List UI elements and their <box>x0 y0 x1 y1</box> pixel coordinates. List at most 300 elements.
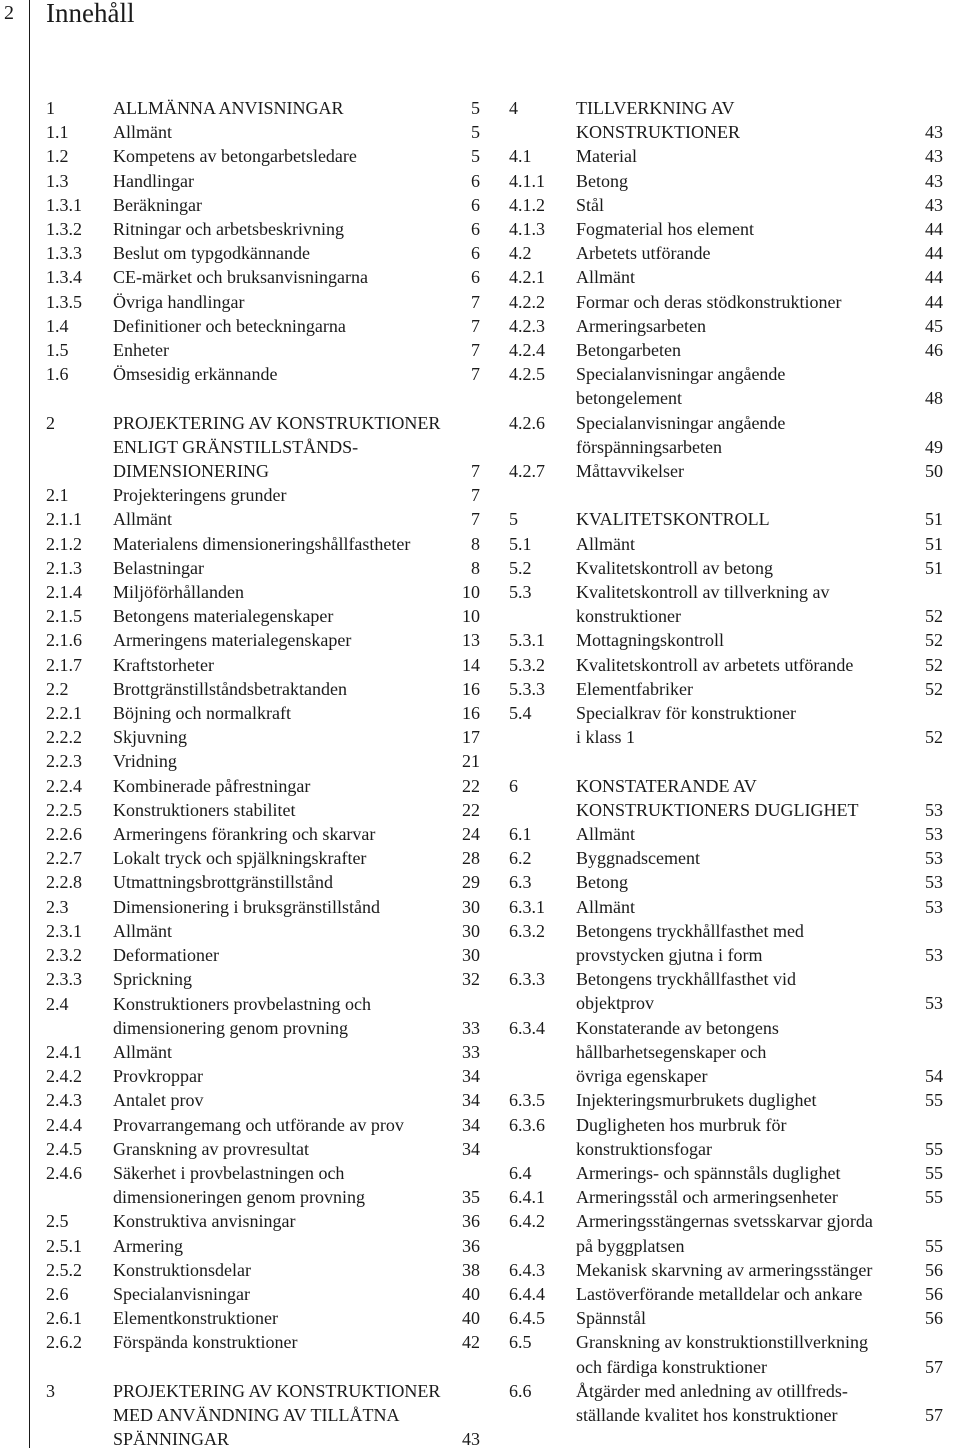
toc-entry-number: 4.1.2 <box>509 194 545 215</box>
toc-entry-title: Granskning av provresultat <box>113 1138 309 1159</box>
toc-entry-number: 2.3.1 <box>46 920 82 941</box>
toc-entry-title: Armerings- och spännståls duglighet <box>576 1162 841 1183</box>
toc-entry-number: 6.4.3 <box>509 1259 545 1280</box>
toc-entry-number: 2.3.2 <box>46 945 82 966</box>
toc-entry[interactable] <box>46 290 480 314</box>
section-gap <box>46 1355 480 1379</box>
toc-entry-number: 2.6.2 <box>46 1332 82 1353</box>
toc-entry-title: dimensioneringen genom provning <box>113 1187 365 1208</box>
toc-entry[interactable] <box>46 677 480 701</box>
toc-entry[interactable] <box>46 1258 480 1282</box>
toc-entry-page: 7 <box>471 461 480 482</box>
toc-entry[interactable] <box>509 1330 943 1378</box>
toc-entry-number: 5.3.2 <box>509 654 545 675</box>
toc-entry-number: 6.2 <box>509 848 532 869</box>
toc-entry-page: 17 <box>462 727 480 748</box>
toc-entry-number: 1.6 <box>46 364 69 385</box>
toc-entry-title: Allmänt <box>113 122 172 143</box>
toc-entry-title: Fogmaterial hos element <box>576 219 754 240</box>
toc-entry-page: 57 <box>925 1404 943 1425</box>
toc-entry-title: Lastöverförande metalldelar och ankare <box>576 1283 863 1304</box>
toc-entry-title: Elementfabriker <box>576 678 693 699</box>
toc-entry-page: 40 <box>462 1308 480 1329</box>
toc-entry-number: 2.2 <box>46 678 69 699</box>
toc-entry[interactable] <box>509 774 943 822</box>
toc-entry[interactable] <box>509 241 943 265</box>
toc-entry[interactable] <box>509 314 943 338</box>
toc-entry-title: Formar och deras stödkonstruktioner <box>576 291 842 312</box>
toc-entry-page: 8 <box>471 557 480 578</box>
toc-entry-number: 6.5 <box>509 1332 532 1353</box>
toc-entry-title: provstycken gjutna i form <box>576 945 763 966</box>
toc-entry-number: 4.2.1 <box>509 267 545 288</box>
toc-entry-number: 2.6.1 <box>46 1308 82 1329</box>
toc-entry[interactable] <box>46 798 480 822</box>
toc-right-column <box>509 96 943 1427</box>
toc-entry-number: 6.3.4 <box>509 1017 545 1038</box>
toc-entry[interactable] <box>46 604 480 628</box>
toc-entry[interactable] <box>509 265 943 289</box>
toc-entry-number: 2.2.2 <box>46 727 82 748</box>
toc-entry-title: konstruktionsfogar <box>576 1138 712 1159</box>
toc-entry-number: 5.3.3 <box>509 678 545 699</box>
toc-entry-title: Miljöförhållanden <box>113 582 244 603</box>
toc-entry-page: 46 <box>925 340 943 361</box>
toc-entry-page: 28 <box>462 848 480 869</box>
toc-entry-page: 52 <box>925 654 943 675</box>
toc-entry[interactable] <box>46 628 480 652</box>
toc-entry[interactable] <box>509 96 943 144</box>
toc-entry-title: MED ANVÄNDNING AV TILLÅTNA <box>113 1404 400 1425</box>
toc-entry[interactable] <box>509 895 943 919</box>
toc-entry-number: 4.2.4 <box>509 340 545 361</box>
toc-entry-number: 2.4.5 <box>46 1138 82 1159</box>
toc-entry[interactable] <box>46 241 480 265</box>
toc-entry[interactable] <box>46 580 480 604</box>
toc-entry-page: 32 <box>462 969 480 990</box>
toc-entry-page: 42 <box>462 1332 480 1353</box>
toc-entry-page: 5 <box>471 146 480 167</box>
toc-entry[interactable] <box>46 96 480 120</box>
toc-entry[interactable] <box>46 725 480 749</box>
toc-entry-page: 33 <box>462 1041 480 1062</box>
toc-entry-title: dimensionering genom provning <box>113 1017 348 1038</box>
toc-entry[interactable] <box>46 846 480 870</box>
toc-entry[interactable] <box>509 1185 943 1209</box>
toc-entry[interactable] <box>46 556 480 580</box>
toc-entry-title: KONSTRUKTIONER <box>576 122 740 143</box>
toc-entry-page: 10 <box>462 606 480 627</box>
toc-entry[interactable] <box>509 1306 943 1330</box>
toc-entry-page: 38 <box>462 1259 480 1280</box>
toc-entry-title: Armering <box>113 1235 183 1256</box>
toc-entry-number: 2.2.3 <box>46 751 82 772</box>
toc-entry-page: 53 <box>925 872 943 893</box>
toc-entry[interactable] <box>46 169 480 193</box>
toc-entry-title: Materialens dimensioneringshållfastheter <box>113 533 411 554</box>
toc-entry-title: Betongarbeten <box>576 340 681 361</box>
toc-entry[interactable] <box>509 677 943 701</box>
toc-entry-number: 4.1.3 <box>509 219 545 240</box>
toc-entry-title: Allmänt <box>113 509 172 530</box>
toc-entry[interactable] <box>509 628 943 652</box>
toc-entry[interactable] <box>509 411 943 459</box>
toc-entry-title: och färdiga konstruktioner <box>576 1356 767 1377</box>
toc-entry-title: Kvalitetskontroll av tillverkning av <box>576 582 830 603</box>
toc-entry-title: ställande kvalitet hos konstruktioner <box>576 1404 838 1425</box>
toc-entry-number: 4.2.5 <box>509 364 545 385</box>
toc-entry[interactable] <box>509 580 943 628</box>
toc-entry[interactable] <box>509 1161 943 1185</box>
toc-entry-title: Projekteringens grunder <box>113 485 287 506</box>
toc-entry-page: 53 <box>925 896 943 917</box>
toc-entry-title: förspänningsarbeten <box>576 436 722 457</box>
toc-entry-page: 30 <box>462 896 480 917</box>
toc-entry-page: 57 <box>925 1356 943 1377</box>
toc-entry-page: 22 <box>462 799 480 820</box>
toc-entry-page: 7 <box>471 364 480 385</box>
toc-entry-page: 7 <box>471 315 480 336</box>
toc-entry[interactable] <box>46 1088 480 1112</box>
toc-entry-title: Utmattningsbrottgränstillstånd <box>113 872 333 893</box>
toc-entry-title: PROJEKTERING AV KONSTRUKTIONER <box>113 1380 441 1401</box>
toc-entry-title: Konstruktionsdelar <box>113 1259 251 1280</box>
toc-entry-page: 43 <box>925 194 943 215</box>
toc-entry-number: 6.3.6 <box>509 1114 545 1135</box>
toc-entry-title: Säkerhet i provbelastningen och <box>113 1162 345 1183</box>
toc-entry[interactable] <box>509 459 943 483</box>
toc-entry-number: 4.2.3 <box>509 315 545 336</box>
toc-entry-number: 2.5.2 <box>46 1259 82 1280</box>
toc-entry-title: Kraftstorheter <box>113 654 214 675</box>
toc-entry-title: Deformationer <box>113 945 219 966</box>
toc-entry[interactable] <box>509 290 943 314</box>
toc-entry-page: 5 <box>471 122 480 143</box>
toc-entry[interactable] <box>509 1088 943 1112</box>
toc-entry[interactable] <box>509 919 943 967</box>
toc-entry[interactable] <box>46 992 480 1040</box>
toc-entry-number: 2.2.4 <box>46 775 82 796</box>
toc-entry-page: 34 <box>462 1114 480 1135</box>
toc-entry[interactable] <box>46 919 480 943</box>
toc-entry-page: 34 <box>462 1090 480 1111</box>
toc-entry-title: i klass 1 <box>576 727 636 748</box>
toc-entry-number: 4.2.2 <box>509 291 545 312</box>
toc-entry-title: Stål <box>576 194 605 215</box>
toc-entry-number: 4.2.6 <box>509 412 545 433</box>
toc-entry-page: 36 <box>462 1211 480 1232</box>
toc-entry-title: Allmänt <box>576 267 635 288</box>
toc-entry-title: Elementkonstruktioner <box>113 1308 278 1329</box>
toc-entry[interactable] <box>509 1258 943 1282</box>
toc-entry-number: 1.4 <box>46 315 69 336</box>
toc-entry-page: 55 <box>925 1090 943 1111</box>
toc-entry-number: 5.4 <box>509 703 532 724</box>
toc-entry-number: 6.4.5 <box>509 1308 545 1329</box>
toc-entry-number: 6.4.2 <box>509 1211 545 1232</box>
toc-entry-title: Kombinerade påfrestningar <box>113 775 311 796</box>
toc-entry-page: 52 <box>925 606 943 627</box>
toc-entry-title: Armeringens förankring och skarvar <box>113 824 376 845</box>
section-gap <box>509 749 943 773</box>
toc-entry-title: ENLIGT GRÄNSTILLSTÅNDS- <box>113 436 359 457</box>
toc-entry-number: 2.6 <box>46 1283 69 1304</box>
toc-entry-title: Förspända konstruktioner <box>113 1332 298 1353</box>
toc-entry-title: Böjning och normalkraft <box>113 703 291 724</box>
toc-entry-page: 43 <box>925 146 943 167</box>
toc-entry-page: 52 <box>925 630 943 651</box>
toc-entry[interactable] <box>46 483 480 507</box>
toc-entry[interactable] <box>46 532 480 556</box>
toc-entry[interactable] <box>46 701 480 725</box>
toc-entry-title: Kvalitetskontroll av arbetets utförande <box>576 654 854 675</box>
toc-entry[interactable] <box>46 870 480 894</box>
toc-entry-title: Övriga handlingar <box>113 291 245 312</box>
toc-entry-number: 6.4 <box>509 1162 532 1183</box>
toc-entry[interactable] <box>46 1330 480 1354</box>
toc-entry[interactable] <box>46 1306 480 1330</box>
toc-entry-title: Mekanisk skarvning av armeringsstänger <box>576 1259 873 1280</box>
margin-rule <box>29 0 30 1448</box>
toc-entry-page: 10 <box>462 582 480 603</box>
toc-entry[interactable] <box>509 1282 943 1306</box>
toc-entry-title: Lokalt tryck och spjälkningskrafter <box>113 848 367 869</box>
toc-entry-page: 34 <box>462 1066 480 1087</box>
toc-entry[interactable] <box>46 193 480 217</box>
toc-entry-title: Konstaterande av betongens <box>576 1017 779 1038</box>
toc-entry-number: 2.5 <box>46 1211 69 1232</box>
toc-entry[interactable] <box>509 846 943 870</box>
toc-entry-page: 22 <box>462 775 480 796</box>
toc-entry-title: Vridning <box>113 751 177 772</box>
toc-entry-number: 1 <box>46 98 55 118</box>
toc-entry-title: KVALITETSKONTROLL <box>576 509 770 530</box>
toc-entry-page: 51 <box>925 533 943 554</box>
toc-entry[interactable] <box>46 1379 480 1451</box>
toc-entry[interactable] <box>46 822 480 846</box>
toc-entry[interactable] <box>46 362 480 386</box>
toc-entry[interactable] <box>46 1137 480 1161</box>
toc-entry[interactable] <box>509 169 943 193</box>
toc-entry-number: 1.3.4 <box>46 267 82 288</box>
toc-entry[interactable] <box>46 895 480 919</box>
toc-entry-page: 44 <box>925 291 943 312</box>
toc-entry-number: 4.2.7 <box>509 461 545 482</box>
toc-entry-number: 2.1.4 <box>46 582 82 603</box>
toc-entry[interactable] <box>509 653 943 677</box>
toc-entry-title: Definitioner och beteckningarna <box>113 315 346 336</box>
toc-entry-number: 1.3.5 <box>46 291 82 312</box>
toc-entry-page: 7 <box>471 485 480 506</box>
toc-entry-page: 6 <box>471 194 480 215</box>
toc-entry[interactable] <box>46 1161 480 1209</box>
toc-entry-title: Allmänt <box>576 824 635 845</box>
toc-entry-number: 5.3 <box>509 582 532 603</box>
toc-entry-title: Dugligheten hos murbruk för <box>576 1114 787 1135</box>
toc-entry[interactable] <box>46 967 480 991</box>
toc-entry[interactable] <box>509 1379 943 1427</box>
toc-entry-title: Brottgränstillståndsbetraktanden <box>113 678 347 699</box>
toc-left-column <box>46 96 480 1451</box>
toc-entry-title: Betongens tryckhållfasthet med <box>576 920 804 941</box>
toc-entry-title: Armeringsstängernas svetsskarvar gjorda <box>576 1211 873 1232</box>
toc-entry-page: 6 <box>471 170 480 191</box>
toc-entry-number: 2.1.5 <box>46 606 82 627</box>
toc-entry-page: 24 <box>462 824 480 845</box>
toc-entry-title: Provarrangemang och utförande av prov <box>113 1114 404 1135</box>
toc-entry[interactable] <box>46 774 480 798</box>
toc-entry[interactable] <box>509 556 943 580</box>
toc-entry[interactable] <box>509 217 943 241</box>
toc-entry-title: Injekteringsmurbrukets duglighet <box>576 1090 817 1111</box>
toc-entry-title: ALLMÄNNA ANVISNINGAR <box>113 98 344 118</box>
toc-entry-number: 2.1.7 <box>46 654 82 675</box>
toc-entry-title: övriga egenskaper <box>576 1066 708 1087</box>
toc-entry-number: 2.4.1 <box>46 1041 82 1062</box>
toc-entry-number: 6.4.1 <box>509 1187 545 1208</box>
toc-entry-number: 2.1.3 <box>46 557 82 578</box>
toc-entry-title: objektprov <box>576 993 654 1014</box>
toc-entry-number: 4.1.1 <box>509 170 545 191</box>
toc-entry-page: 56 <box>925 1259 943 1280</box>
toc-entry-page: 56 <box>925 1308 943 1329</box>
toc-entry[interactable] <box>46 265 480 289</box>
toc-entry[interactable] <box>46 1282 480 1306</box>
toc-entry[interactable] <box>509 338 943 362</box>
toc-entry[interactable] <box>509 822 943 846</box>
toc-entry-page: 16 <box>462 703 480 724</box>
toc-entry-number: 2.1.1 <box>46 509 82 530</box>
toc-entry-number: 2.2.6 <box>46 824 82 845</box>
toc-entry-page: 8 <box>471 533 480 554</box>
section-gap <box>509 483 943 507</box>
toc-entry-number: 3 <box>46 1380 55 1401</box>
toc-entry[interactable] <box>46 217 480 241</box>
toc-entry-title: Belastningar <box>113 557 204 578</box>
toc-entry-page: 52 <box>925 678 943 699</box>
toc-entry-page: 51 <box>925 509 943 530</box>
toc-entry-title: Enheter <box>113 340 169 361</box>
toc-entry-title: Ritningar och arbetsbeskrivning <box>113 219 344 240</box>
toc-entry-page: 44 <box>925 267 943 288</box>
toc-entry-title: Betongens tryckhållfasthet vid <box>576 969 796 990</box>
toc-entry-title: Betong <box>576 872 628 893</box>
toc-entry-number: 6.4.4 <box>509 1283 545 1304</box>
toc-entry-page: 52 <box>925 727 943 748</box>
toc-entry[interactable] <box>46 314 480 338</box>
toc-entry-page: 53 <box>925 993 943 1014</box>
toc-entry-number: 6.6 <box>509 1380 532 1401</box>
toc-entry-title: Antalet prov <box>113 1090 204 1111</box>
toc-entry[interactable] <box>509 1113 943 1161</box>
toc-entry-page: 44 <box>925 243 943 264</box>
toc-entry[interactable] <box>509 1209 943 1257</box>
toc-entry-title: Dimensionering i bruksgränstillstånd <box>113 896 380 917</box>
toc-entry[interactable] <box>46 144 480 168</box>
toc-entry-title: Kompetens av betongarbetsledare <box>113 146 357 167</box>
toc-entry-page: 45 <box>925 315 943 336</box>
toc-entry-number: 6.3.2 <box>509 920 545 941</box>
toc-entry-title: Allmänt <box>113 1041 172 1062</box>
toc-entry-title: konstruktioner <box>576 606 681 627</box>
toc-entry-page: 43 <box>462 1429 480 1450</box>
toc-entry-page: 7 <box>471 340 480 361</box>
toc-entry[interactable] <box>509 507 943 531</box>
toc-entry-number: 2.4.4 <box>46 1114 82 1135</box>
toc-entry-page: 21 <box>462 751 480 772</box>
toc-entry-page: 7 <box>471 509 480 530</box>
toc-entry[interactable] <box>46 1234 480 1258</box>
toc-entry-page: 6 <box>471 267 480 288</box>
toc-entry[interactable] <box>46 507 480 531</box>
toc-entry-page: 56 <box>925 1283 943 1304</box>
toc-entry-title: Konstruktioners stabilitet <box>113 799 296 820</box>
toc-entry[interactable] <box>509 193 943 217</box>
toc-entry-title: Specialanvisningar angående <box>576 364 786 385</box>
toc-entry[interactable] <box>509 144 943 168</box>
toc-entry[interactable] <box>46 653 480 677</box>
toc-entry[interactable] <box>46 411 480 484</box>
toc-entry-number: 5.2 <box>509 557 532 578</box>
toc-entry-number: 4.2 <box>509 243 532 264</box>
toc-entry-title: DIMENSIONERING <box>113 461 269 482</box>
toc-entry-page: 33 <box>462 1017 480 1038</box>
toc-entry-number: 1.3.2 <box>46 219 82 240</box>
toc-entry-number: 4 <box>509 98 518 118</box>
toc-entry-number: 4.1 <box>509 146 532 167</box>
toc-entry-page: 53 <box>925 945 943 966</box>
toc-entry-title: Ömsesidig erkännande <box>113 364 278 385</box>
toc-entry[interactable] <box>46 120 480 144</box>
toc-entry-page: 6 <box>471 243 480 264</box>
toc-entry-page: 55 <box>925 1162 943 1183</box>
toc-entry-number: 2 <box>46 412 55 433</box>
toc-entry-title: Allmänt <box>576 533 635 554</box>
toc-entry-title: Mottagningskontroll <box>576 630 724 651</box>
toc-entry-title: Konstruktiva anvisningar <box>113 1211 296 1232</box>
toc-entry-page: 53 <box>925 799 943 820</box>
toc-entry-number: 2.4.3 <box>46 1090 82 1111</box>
toc-entry[interactable] <box>509 362 943 410</box>
toc-entry[interactable] <box>46 1113 480 1137</box>
toc-entry-title: Handlingar <box>113 170 194 191</box>
toc-entry[interactable] <box>46 338 480 362</box>
toc-entry-page: 55 <box>925 1138 943 1159</box>
toc-entry-page: 5 <box>471 98 480 118</box>
toc-entry[interactable] <box>46 1209 480 1233</box>
toc-entry[interactable] <box>509 532 943 556</box>
toc-entry-number: 5 <box>509 509 518 530</box>
toc-entry[interactable] <box>46 1064 480 1088</box>
toc-entry-number: 2.1 <box>46 485 69 506</box>
toc-entry-title: Konstruktioners provbelastning och <box>113 993 371 1014</box>
toc-entry-page: 53 <box>925 848 943 869</box>
toc-entry-page: 35 <box>462 1187 480 1208</box>
toc-entry[interactable] <box>509 870 943 894</box>
toc-entry-title: Kvalitetskontroll av betong <box>576 557 773 578</box>
toc-entry-number: 1.1 <box>46 122 69 143</box>
toc-entry-title: Armeringsstål och armeringsenheter <box>576 1187 838 1208</box>
toc-entry[interactable] <box>509 1016 943 1089</box>
toc-entry[interactable] <box>509 701 943 749</box>
toc-entry[interactable] <box>46 1040 480 1064</box>
toc-entry[interactable] <box>509 967 943 1015</box>
toc-entry-number: 5.3.1 <box>509 630 545 651</box>
toc-entry[interactable] <box>46 943 480 967</box>
toc-entry[interactable] <box>46 749 480 773</box>
toc-entry-title: hållbarhetsegenskaper och <box>576 1041 767 1062</box>
toc-entry-title: SPÄNNINGAR <box>113 1429 230 1450</box>
